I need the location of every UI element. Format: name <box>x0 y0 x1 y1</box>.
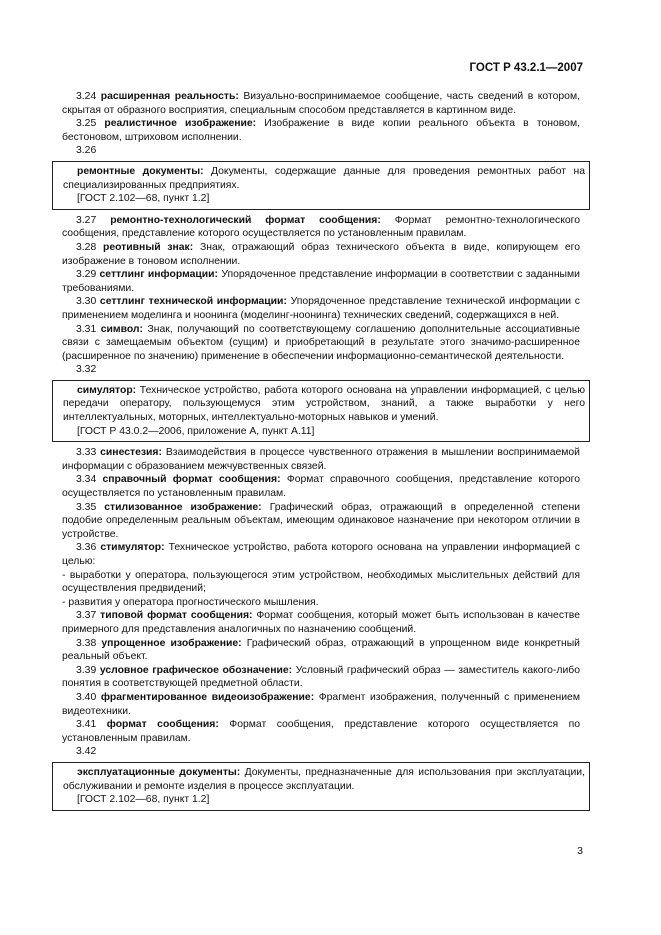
term-number: 3.36 <box>76 542 101 554</box>
list-item: - развития у оператора прогностического мышления. <box>62 596 319 608</box>
list-item: - выработки у оператора, пользующегося этим устройством, необходимых мыслительных действий для осуществления предвидений; <box>62 569 580 595</box>
term-entry <box>62 664 580 691</box>
term-name: стимулятор: <box>100 542 165 554</box>
term-entry <box>62 214 580 241</box>
term-definition: Формат справочного сообщения, представление которого осуществляется по установленным правилам. <box>62 474 580 500</box>
term-definition: Условный графический образ — заместитель какого-либо понятия в соответствующей предметной области. <box>62 664 580 690</box>
term-number: 3.41 <box>76 719 107 731</box>
term-number: 3.33 <box>76 447 101 459</box>
term-number: 3.30 <box>76 296 100 308</box>
term-number: 3.31 <box>76 323 101 335</box>
source-reference: [ГОСТ 2.102—68, пункт 1.2] <box>77 193 210 205</box>
term-entry <box>62 637 580 664</box>
term-entry <box>62 609 580 636</box>
term-entry <box>62 473 580 500</box>
term-definition: Графический образ, отражающий в упрощенном виде конкретный реальный объект. <box>62 637 580 663</box>
term-number: 3.40 <box>76 691 101 703</box>
source-reference: [ГОСТ 2.102—68, пункт 1.2] <box>77 794 210 806</box>
term-entry <box>63 384 585 425</box>
term-entry <box>62 268 580 295</box>
term-definition: Знак, отражающий образ технического объекта в виде, копирующем его изображение в тоновом исполнении. <box>62 241 580 267</box>
term-number: 3.34 <box>76 474 103 486</box>
term-definition: Документы, содержащие данные для проведения ремонтных работ на специализированных предприятиях. <box>63 165 585 191</box>
term-definition: Фрагмент изображения, полученный с применением видеотехники. <box>62 691 580 717</box>
document-header: ГОСТ Р 43.2.1—2007 <box>469 62 583 74</box>
term-definition: Формат сообщения, представление которого осуществляется по установленным правилам. <box>62 719 580 744</box>
term-entry <box>62 718 580 745</box>
term-number: 3.38 <box>76 637 102 649</box>
term-name: фрагментированное видеоизображение: <box>100 691 315 703</box>
quoted-definition-box <box>52 161 590 210</box>
term-name: стилизованное изображение: <box>104 501 262 513</box>
quoted-definition-box <box>52 762 590 811</box>
term-number: 3.35 <box>76 501 105 513</box>
term-number: 3.32 <box>76 364 97 376</box>
term-definition: Взаимодействия в процессе чувственного отражения в мышлении воспринимаемой информации с образованием межчувственных связей. <box>62 447 580 472</box>
term-number: 3.26 <box>76 145 97 157</box>
term-name: ремонтно-технологический формат сообщения: <box>110 214 381 226</box>
term-name: сеттлинг информации: <box>99 269 219 281</box>
term-number: 3.25 <box>76 118 105 130</box>
term-definition: Документы, предназначенные для использования при эксплуатации, обслуживании и ремонте изделия в процессе эксплуатации. <box>63 766 585 792</box>
term-name: сеттлинг технической информации: <box>99 296 287 308</box>
term-definition: Формат сообщения, который может быть использован в качестве примерного для представления аналогичных по назначению сообщений. <box>62 610 580 635</box>
term-definition: Знак, получающий по соответствующему соглашению дополнительные ассоциативные связи с замещаемым объектом (сущим) и приобретающий в результате этого значимо-расширенное (расширенное по значению) применение в обеспечении информационно-семантической деятельности. <box>62 323 580 362</box>
term-entry <box>62 117 580 144</box>
term-number: 3.27 <box>76 214 111 226</box>
term-name: эксплуатационные документы: <box>77 766 241 778</box>
term-name: симулятор: <box>77 384 137 396</box>
term-entry <box>62 691 580 718</box>
term-name: типовой формат сообщения: <box>100 610 253 622</box>
term-name: условное графическое обозначение: <box>99 664 293 676</box>
term-number: 3.28 <box>76 241 103 253</box>
term-name: упрощенное изображение: <box>101 637 242 649</box>
term-definition: Визуально-воспринимаемое сообщение, часть сведений в котором, скрытая от образного восприятия, специальным способом представляется в картинном виде. <box>62 91 580 116</box>
term-entry <box>62 446 580 473</box>
term-name: справочный формат сообщения: <box>102 474 281 486</box>
term-definition: Техническое устройство, работа которого основана на управлении информацией, с целью передачи оператору, пользующемуся этим устройством, знаний, а также выработки у него интеллектуальных, моторных, интеллектуально-моторных навыков и умений. <box>63 384 585 424</box>
term-entry <box>63 165 585 192</box>
term-entry <box>62 241 580 268</box>
term-name: реотивный знак: <box>102 241 194 253</box>
term-name: синестезия: <box>100 447 162 459</box>
term-name: ремонтные документы: <box>77 165 204 177</box>
term-definition: Упорядоченное представление информации в соответствии с заданными требованиями. <box>62 269 580 294</box>
term-number: 3.24 <box>76 91 101 102</box>
quoted-definition-box <box>52 380 590 442</box>
term-definition: Техническое устройство, работа которого основана на управлении информацией с целью: <box>62 542 580 567</box>
term-name: реалистичное изображение: <box>104 118 257 130</box>
term-definition: Изображение в виде копии реального объекта в тоновом, бестоновом, штриховом исполнении. <box>62 118 580 143</box>
term-number: 3.29 <box>76 269 100 281</box>
term-name: формат сообщения: <box>106 719 219 731</box>
term-definition: Формат ремонтно-технологического сообщения, представление которого осуществляется по установленным правилам. <box>62 214 580 240</box>
term-definition: Упорядоченное представление технической информации с применением моделинга и ноонинга (моделинг-ноонинга) технических сведений, содержащихся в ней. <box>62 296 580 321</box>
source-reference: [ГОСТ Р 43.0.2—2006, приложение А, пункт А.11] <box>77 425 315 437</box>
term-number: 3.37 <box>76 610 101 622</box>
term-name: символ: <box>100 323 143 335</box>
term-name: расширенная реальность: <box>100 91 239 102</box>
term-number: 3.39 <box>76 664 100 676</box>
term-entry <box>62 295 580 322</box>
term-entry <box>62 90 580 117</box>
term-entry <box>62 541 580 568</box>
term-number: 3.42 <box>76 746 97 758</box>
term-definition: Графический образ, отражающий в определенной степени подобие определенным реальным объектам, имеющим одинаковое назначение при некотором отличии в устройстве. <box>62 501 581 540</box>
page-number: 3 <box>577 845 583 857</box>
terms-content <box>62 90 585 815</box>
term-entry <box>62 323 580 364</box>
term-entry <box>62 501 580 542</box>
term-entry <box>63 766 585 793</box>
